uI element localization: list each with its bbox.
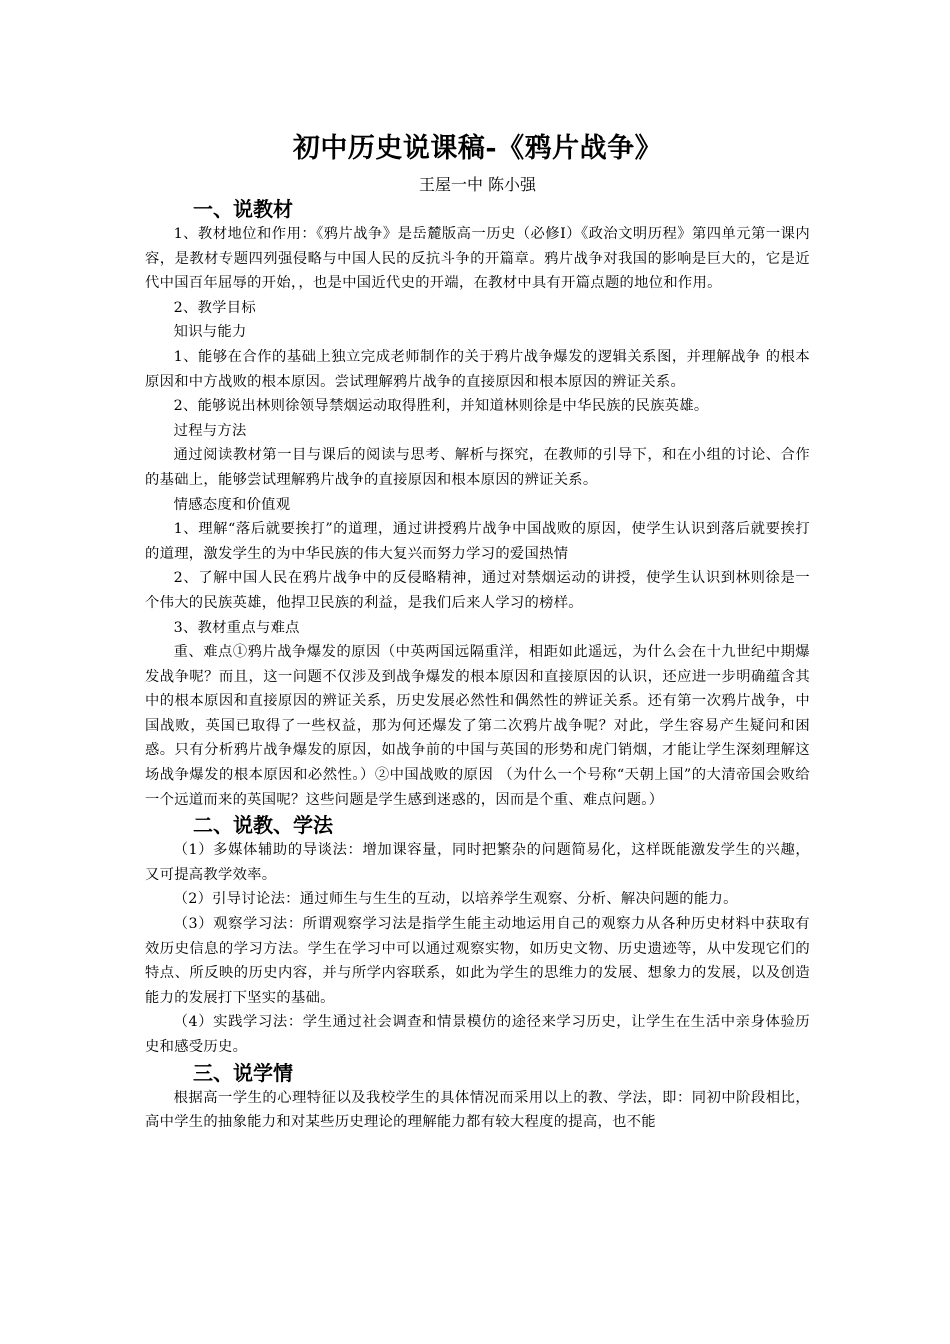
section-learner-analysis <box>145 1060 810 1135</box>
document-page <box>145 130 810 1135</box>
paragraph: 2、了解中国人民在鸦片战争中的反侵略精神，通过对禁烟运动的讲授，使学生认识到林则徐是一个伟大的民族英雄，他捍卫民族的利益，是我们后来人学习的榜样。 <box>145 570 810 611</box>
paragraph: 2、能够说出林则徐领导禁烟运动取得胜利，并知道林则徐是中华民族的民族英雄。 <box>173 398 709 415</box>
paragraph: 2、教学目标 <box>173 299 256 316</box>
document-title: 初中历史说课稿-《鸦片战争》 <box>292 133 663 164</box>
paragraph: （2）引导讨论法：通过师生与生生的互动，以培养学生观察、分析、解决问题的能力。 <box>173 891 738 908</box>
paragraph: （3）观察学习法：所谓观察学习法是指学生能主动地运用自己的观察力从各种历史材料中获取有效历史信息的学习方法。学生在学习中可以通过观察实物，如历史文物、历史遗迹等，从中发现它们的特点、所反映的历史内容，并与所学内容联系，如此为学生的思维力的发展、想象力的发展，以及创造能力的发展打下坚实的基础。 <box>145 916 810 1006</box>
paragraph: 通过阅读教材第一目与课后的阅读与思考、解析与探究，在教师的引导下，和在小组的讨论、合作的基础上，能够尝试理解鸦片战争的直接原因和根本原因的辨证关系。 <box>145 447 810 488</box>
paragraph: 情感态度和价值观 <box>173 496 291 513</box>
paragraph: 1、能够在合作的基础上独立完成老师制作的关于鸦片战争爆发的逻辑关系图，并理解战争 的根本原因和中方战败的根本原因。尝试理解鸦片战争的直接原因和根本原因的辨证关系。 <box>145 348 810 390</box>
section-teaching-material <box>145 196 810 812</box>
section-methods <box>145 812 810 1059</box>
section-heading: 三、说学情 <box>193 1060 293 1085</box>
paragraph: （1）多媒体辅助的导谈法：增加课容量，同时把繁杂的问题简易化，这样既能激发学生的兴趣，又可提高教学效率。 <box>145 842 810 883</box>
paragraph: （4）实践学习法：学生通过社会调查和情景模仿的途径来学习历史，让学生在生活中亲身体验历史和感受历史。 <box>145 1014 810 1055</box>
paragraph: 3、教材重点与难点 <box>173 619 300 636</box>
section-heading: 一、说教材 <box>193 197 293 221</box>
paragraph: 过程与方法 <box>173 422 247 439</box>
paragraph: 知识与能力 <box>173 324 247 341</box>
paragraph: 1、教材地位和作用：《鸦片战争》是岳麓版高一历史（必修Ⅰ）《政治文明历程》第四单元第一课内容，是教材专题四列强侵略与中国人民的反抗斗争的开篇章。鸦片战争对我国的影响是巨大的，它是近代中国百年屈辱的开始，，也是中国近代史的开端，在教材中具有开篇点题的地位和作用。 <box>145 226 810 292</box>
paragraph: 重、难点①鸦片战争爆发的原因（中英两国远隔重洋，相距如此遥远，为什么会在十九世纪中期爆发战争呢？而且，这一问题不仅涉及到战争爆发的根本原因和直接原因的认识，还应进一步明确蕴含其中的根本原因和直接原因的辨证关系，历史发展必然性和偶然性的辨证关系。还有第一次鸦片战争，中国战败，英国已取得了一些权益，那为何还爆发了第二次鸦片战争呢？对此，学生容易产生疑问和困惑。只有分析鸦片战争爆发的原因，如战争前的中国与英国的形势和虎门销烟，才能让学生深刻理解这场战争爆发的根本原因和必然性。）②中国战败的原因 （为什么一个号称“天朝上国”的大清帝国会败给一个远道而来的英国呢？这些问题是学生感到迷惑的，因而是个重、难点问题。） <box>145 644 810 808</box>
document-author: 王屋一中 陈小强 <box>418 175 537 194</box>
section-heading: 二、说教、学法 <box>193 813 333 838</box>
paragraph: 1、理解“落后就要挨打”的道理，通过讲授鸦片战争中国战败的原因，使学生认识到落后就要挨打的道理，激发学生的为中华民族的伟大复兴而努力学习的爱国热情 <box>145 521 810 562</box>
paragraph: 根据高一学生的心理特征以及我校学生的具体情况而采用以上的教、学法，即：同初中阶段相比，高中学生的抽象能力和对某些历史理论的理解能力都有较大程度的提高，也不能 <box>145 1089 810 1131</box>
